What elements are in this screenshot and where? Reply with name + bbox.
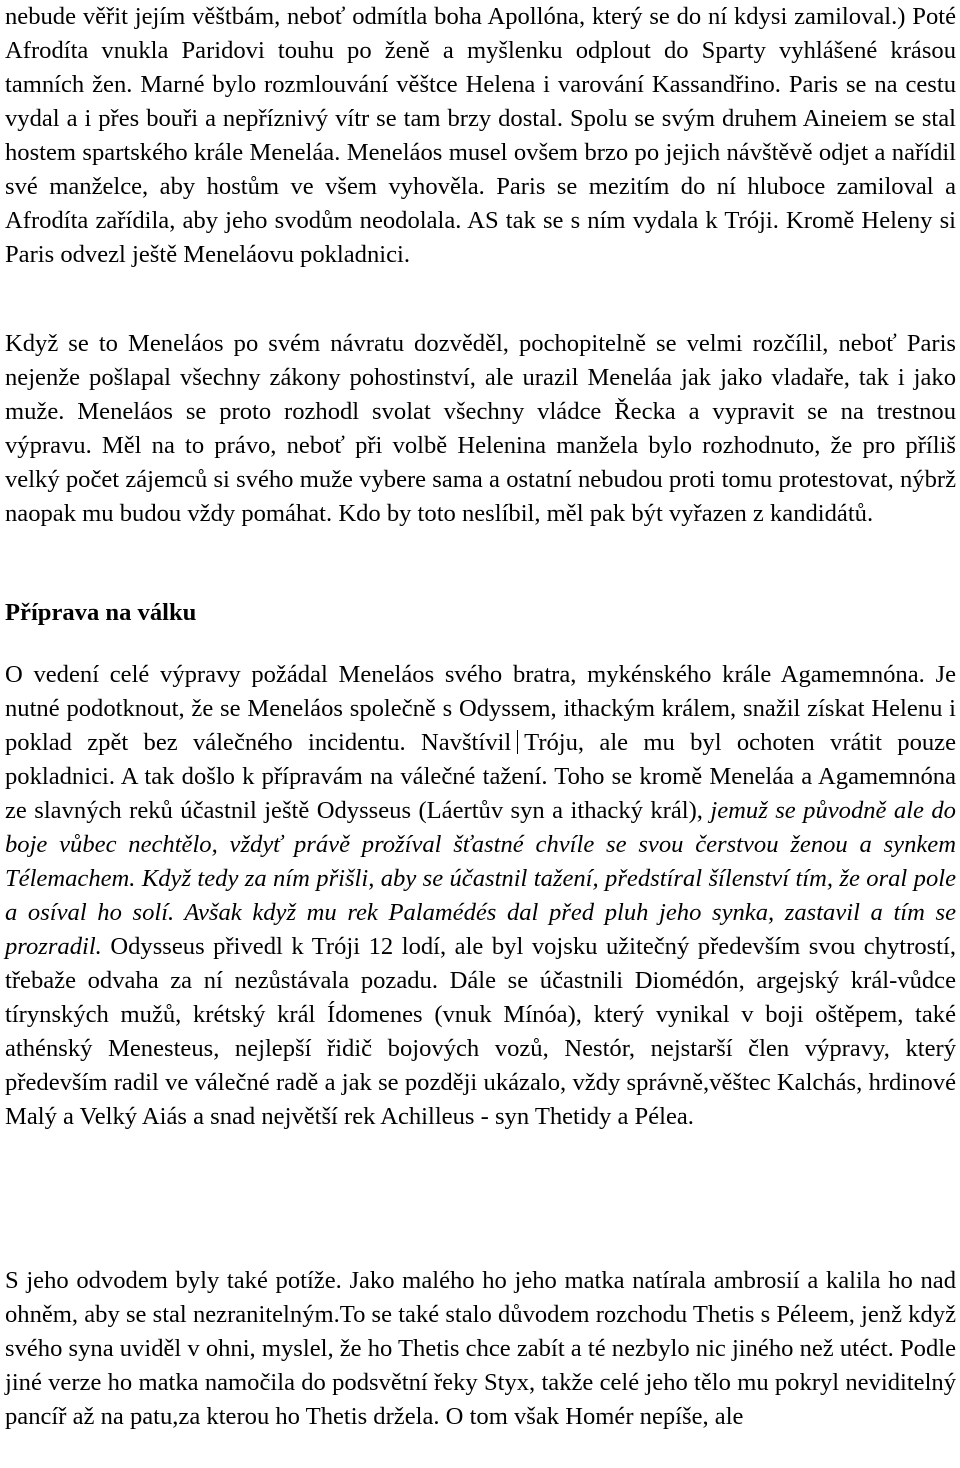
paragraph-war-preparation	[5, 658, 956, 1134]
paragraph-achilles: S jeho odvodem byly také potíže. Jako malého ho jeho matka natírala ambrosií a kalila ho nad ohněm, aby se stal nezranitelným.To se také stalo důvodem rozchodu Thetis s Péleem, jenž když svého syna uviděl v ohni, myslel, že ho Thetis chce zabít a té nezbylo nic jiného než utéct. Podle jiné verze ho matka namočila do podsvětní řeky Styx, takže celé jeho tělo mu pokryl neviditelný pancíř až na patu,za kterou ho Thetis držela. O tom však Homér nepíše, ale	[5, 1267, 956, 1430]
war-prep-text-b: Tróju, ale mu byl ochoten vrátit pouze pokladnici. A tak došlo k přípravám na válečné tažení. Toho se kromě Meneláa a Agamemnóna ze slavných reků účastnil ještě Odysseus (Láertův syn a ithacký král),	[5, 729, 956, 824]
paragraph-menelaos-return: Když se to Meneláos po svém návratu dozvěděl, pochopitelně se velmi rozčílil, neboť Paris nejenže pošlapal všechny zákony pohostinství, ale urazil Meneláa jak jako vladaře, tak i jako muže. Meneláos se proto rozhodl svolat všechny vládce Řecka a vypravit se na trestnou výpravu. Měl na to právo, neboť při volbě Helenina manžela bylo rozhodnuto, že pro příliš velký počet zájemců si svého muže vybere sama a ostatní nebudou proti tomu protestovat, nýbrž naopak mu budou vždy pomáhat. Kdo by toto neslíbil, měl pak být vyřazen z kandidátů.	[5, 330, 956, 527]
war-prep-text-c: Odysseus přivedl k Tróji 12 lodí, ale byl vojsku užitečný především svou chytrostí, třebaže odvaha za ní nezůstávala pozadu. Dále se účastnili Diomédón, argejský král-vůdce tírynských mužů, krétský král Ídomenes (vnuk Mínóa), který vynikal v boji oštěpem, také athénský Menesteus, nejlepší řidič bojových vozů, Nestór, nejstarší člen výpravy, který především radil ve válečné radě a jak se později ukázalo, vždy správně,věštec Kalchás, hrdinové Malý a Velký Aiás a snad největší rek Achilleus - syn Thetidy a Pélea.	[5, 933, 957, 1130]
war-prep-italic: jemuž se původně ale do boje vůbec nechtělo, vždyť právě prožíval šťastné chvíle se svou čerstvou ženou a synkem Télemachem. Když tedy za ním přišli, aby se účastnil tažení, předstíral šílenství tím, že oral pole a osíval ho solí. Avšak když mu rek Palamédés dal před pluh jeho synka, zastavil a tím se prozradil.	[5, 797, 956, 960]
paragraph-paris-sparta: nebude věřit jejím věštbám, neboť odmítla boha Apollóna, který se do ní kdysi zamiloval.) Poté Afrodíta vnukla Paridovi touhu po ženě a myšlenku odplout do Sparty vyhlášené krásou tamních žen. Marné bylo rozmlouvání věštce Helena i varování Kassandřino. Paris se na cestu vydal a i přes bouři a nepříznivý vítr se tam brzy dostal. Spolu se svým druhem Aineiem se stal hostem spartského krále Meneláa. Meneláos musel ovšem brzo po jejich návštěvě odjet a nařídil své manželce, aby hostům ve všem vyhověla. Paris se mezitím do ní hluboce zamiloval a Afrodíta zařídila, aby jeho svodům neodolala. AS tak se s ním vydala k Tróji. Kromě Heleny si Paris odvezl ještě Meneláovu pokladnici.	[5, 3, 956, 268]
war-prep-text-a: O vedení celé výpravy požádal Meneláos svého bratra, mykénského krále Agamemnóna. Je nutné podotknout, že se Meneláos společně s Odyssem, ithackým králem, snažil získat Helenu i poklad zpět bez válečného incidentu. Navštívil	[5, 661, 956, 756]
text-cursor-bar	[517, 730, 518, 754]
section-heading: Příprava na válku	[5, 599, 197, 626]
